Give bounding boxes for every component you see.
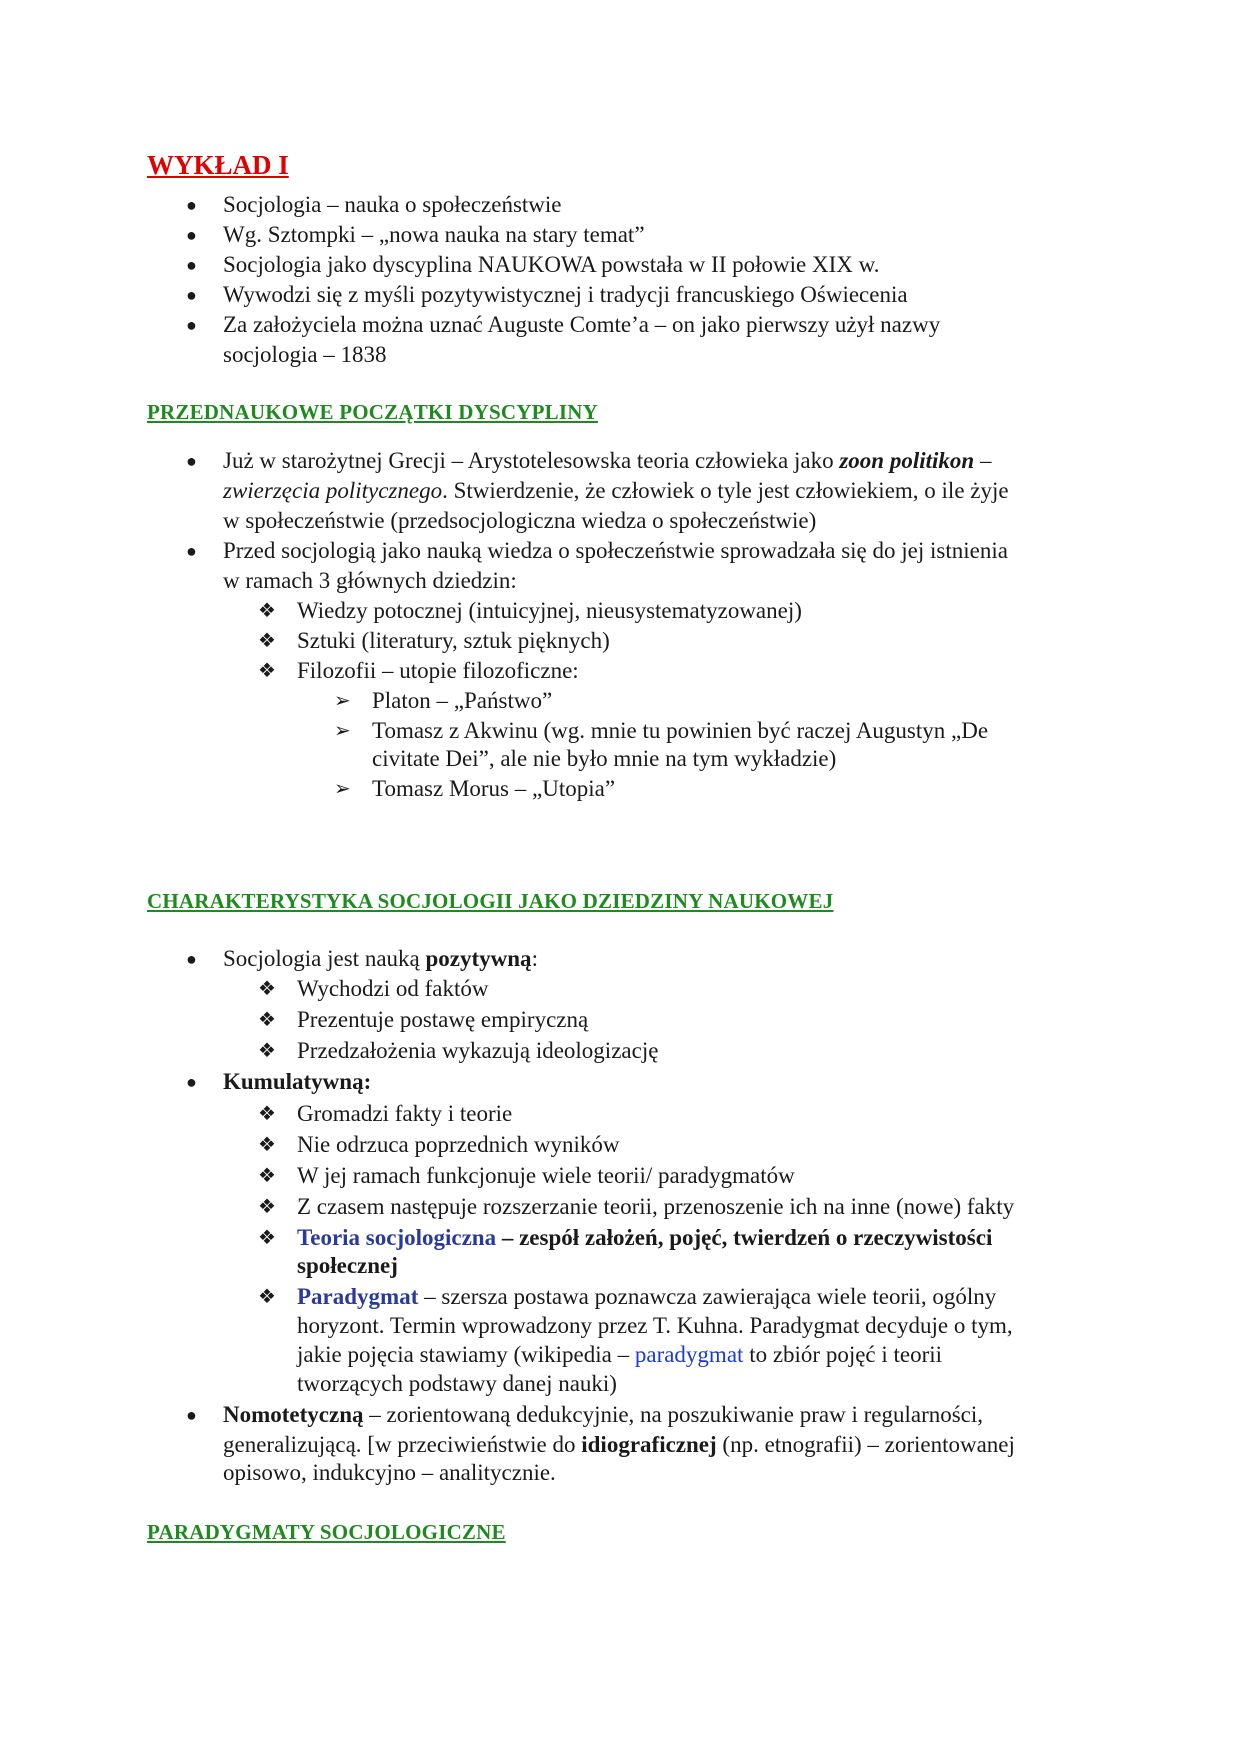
diamond-bullet-icon: ❖ [258, 1196, 276, 1218]
diamond-bullet-icon: ❖ [258, 1134, 276, 1156]
diamond-bullet-icon: ❖ [258, 978, 276, 1000]
diamond-bullet-icon: ❖ [258, 660, 276, 682]
sub-list-item: ❖ Wychodzi od faktów [297, 974, 1087, 1004]
bullet-icon: ● [186, 949, 197, 969]
sub-list-item: ❖ Sztuki (literatury, sztuk pięknych) [297, 626, 1087, 656]
bullet-icon: ● [186, 195, 197, 215]
list-item: ● Nomotetyczną – zorientowaną dedukcyjnie, na poszukiwanie praw i regularności, [223, 1400, 1083, 1430]
sub-list-item: ❖ Teoria socjologiczna – zespół założeń, pojęć, twierdzeń o rzeczywistości [297, 1223, 1087, 1253]
list-item: ● Przed socjologią jako nauką wiedza o społeczeństwie sprowadzała się do jej istnienia [223, 536, 1083, 566]
sub-sub-list-item: ➢ Tomasz Morus – „Utopia” [372, 774, 1092, 804]
paradygmat-link[interactable]: paradygmat [634, 1342, 744, 1367]
list-item: ● Wg. Sztompki – „nowa nauka na stary temat” [223, 220, 1083, 250]
diamond-bullet-icon: ❖ [258, 600, 276, 622]
diamond-bullet-icon: ❖ [258, 1227, 276, 1249]
list-item-continuation: generalizującą. [w przeciwieństwie do idiograficznej (np. etnografii) – zorientowanej [223, 1432, 1015, 1457]
sub-list-item: ❖ W jej ramach funkcjonuje wiele teorii/ paradygmatów [297, 1161, 1087, 1191]
sub-list-item: ❖ Filozofii – utopie filozoficzne: [297, 656, 1087, 686]
sub-sub-list-item-continuation: civitate Dei”, ale nie było mnie na tym wykładzie) [372, 746, 837, 771]
arrow-bullet-icon: ➢ [334, 690, 351, 712]
bullet-icon: ● [186, 285, 197, 305]
sub-list-item: ❖ Wiedzy potocznej (intuicyjnej, nieusystematyzowanej) [297, 596, 1087, 626]
sub-list-item: ❖ Z czasem następuje rozszerzanie teorii, przenoszenie ich na inne (nowe) fakty [297, 1192, 1087, 1222]
sub-list-item-continuation: tworzących podstawy danej nauki) [297, 1371, 617, 1396]
list-item-continuation: w ramach 3 głównych dziedzin: [223, 568, 517, 593]
bullet-icon: ● [186, 315, 197, 335]
sub-sub-list-item: ➢ Platon – „Państwo” [372, 686, 1092, 716]
list-item-continuation: opisowo, indukcyjno – analitycznie. [223, 1460, 556, 1485]
sub-list-item: ❖ Paradygmat – szersza postawa poznawcza zawierająca wiele teorii, ogólny [297, 1282, 1087, 1312]
diamond-bullet-icon: ❖ [258, 1040, 276, 1062]
list-item: ● Socjologia jako dyscyplina NAUKOWA powstała w II połowie XIX w. [223, 250, 1083, 280]
list-item: ● Za założyciela można uznać Auguste Comte’a – on jako pierwszy użył nazwy [223, 310, 1083, 340]
sub-list-item: ❖ Prezentuje postawę empiryczną [297, 1005, 1087, 1035]
list-item-continuation: zwierzęcia politycznego. Stwierdzenie, że człowiek o tyle jest człowiekiem, o ile żyje [223, 478, 1009, 503]
diamond-bullet-icon: ❖ [258, 1009, 276, 1031]
sub-list-item: ❖ Gromadzi fakty i teorie [297, 1099, 1087, 1129]
bullet-icon: ● [186, 225, 197, 245]
list-item-continuation: socjologia – 1838 [223, 342, 387, 367]
section-heading: PRZEDNAUKOWE POCZĄTKI DYSCYPLINY [147, 400, 598, 424]
bullet-icon: ● [186, 451, 197, 471]
bullet-icon: ● [186, 1405, 197, 1425]
list-item: ● Socjologia – nauka o społeczeństwie [223, 190, 1083, 220]
page-title: WYKŁAD I [147, 150, 289, 180]
section-heading: CHARAKTERYSTYKA SOCJOLOGII JAKO DZIEDZINY NAUKOWEJ [147, 889, 834, 913]
diamond-bullet-icon: ❖ [258, 1165, 276, 1187]
list-item: ● Już w starożytnej Grecji – Arystotelesowska teoria człowieka jako zoon politikon – [223, 446, 1083, 476]
sub-list-item-continuation: horyzont. Termin wprowadzony przez T. Kuhna. Paradygmat decyduje o tym, [297, 1313, 1013, 1338]
list-item: ● Wywodzi się z myśli pozytywistycznej i tradycji francuskiego Oświecenia [223, 280, 1083, 310]
arrow-bullet-icon: ➢ [334, 778, 351, 800]
sub-list-item: ❖ Przedzałożenia wykazują ideologizację [297, 1036, 1087, 1066]
sub-list-item-continuation: społecznej [297, 1253, 398, 1278]
bullet-icon: ● [186, 1072, 197, 1092]
sub-list-item-continuation: jakie pojęcia stawiamy (wikipedia – paradygmat to zbiór pojęć i teorii [297, 1342, 943, 1367]
list-item: ● Kumulatywną: [223, 1067, 1083, 1097]
diamond-bullet-icon: ❖ [258, 1286, 276, 1308]
bullet-icon: ● [186, 541, 197, 561]
list-item: ● Socjologia jest nauką pozytywną: [223, 944, 1083, 974]
diamond-bullet-icon: ❖ [258, 630, 276, 652]
list-item-continuation: w społeczeństwie (przedsocjologiczna wiedza o społeczeństwie) [223, 508, 817, 533]
sub-list-item: ❖ Nie odrzuca poprzednich wyników [297, 1130, 1087, 1160]
diamond-bullet-icon: ❖ [258, 1103, 276, 1125]
sub-sub-list-item: ➢ Tomasz z Akwinu (wg. mnie tu powinien być raczej Augustyn „De [372, 716, 1092, 746]
section-heading: PARADYGMATY SOCJOLOGICZNE [147, 1520, 506, 1544]
bullet-icon: ● [186, 255, 197, 275]
arrow-bullet-icon: ➢ [334, 720, 351, 742]
